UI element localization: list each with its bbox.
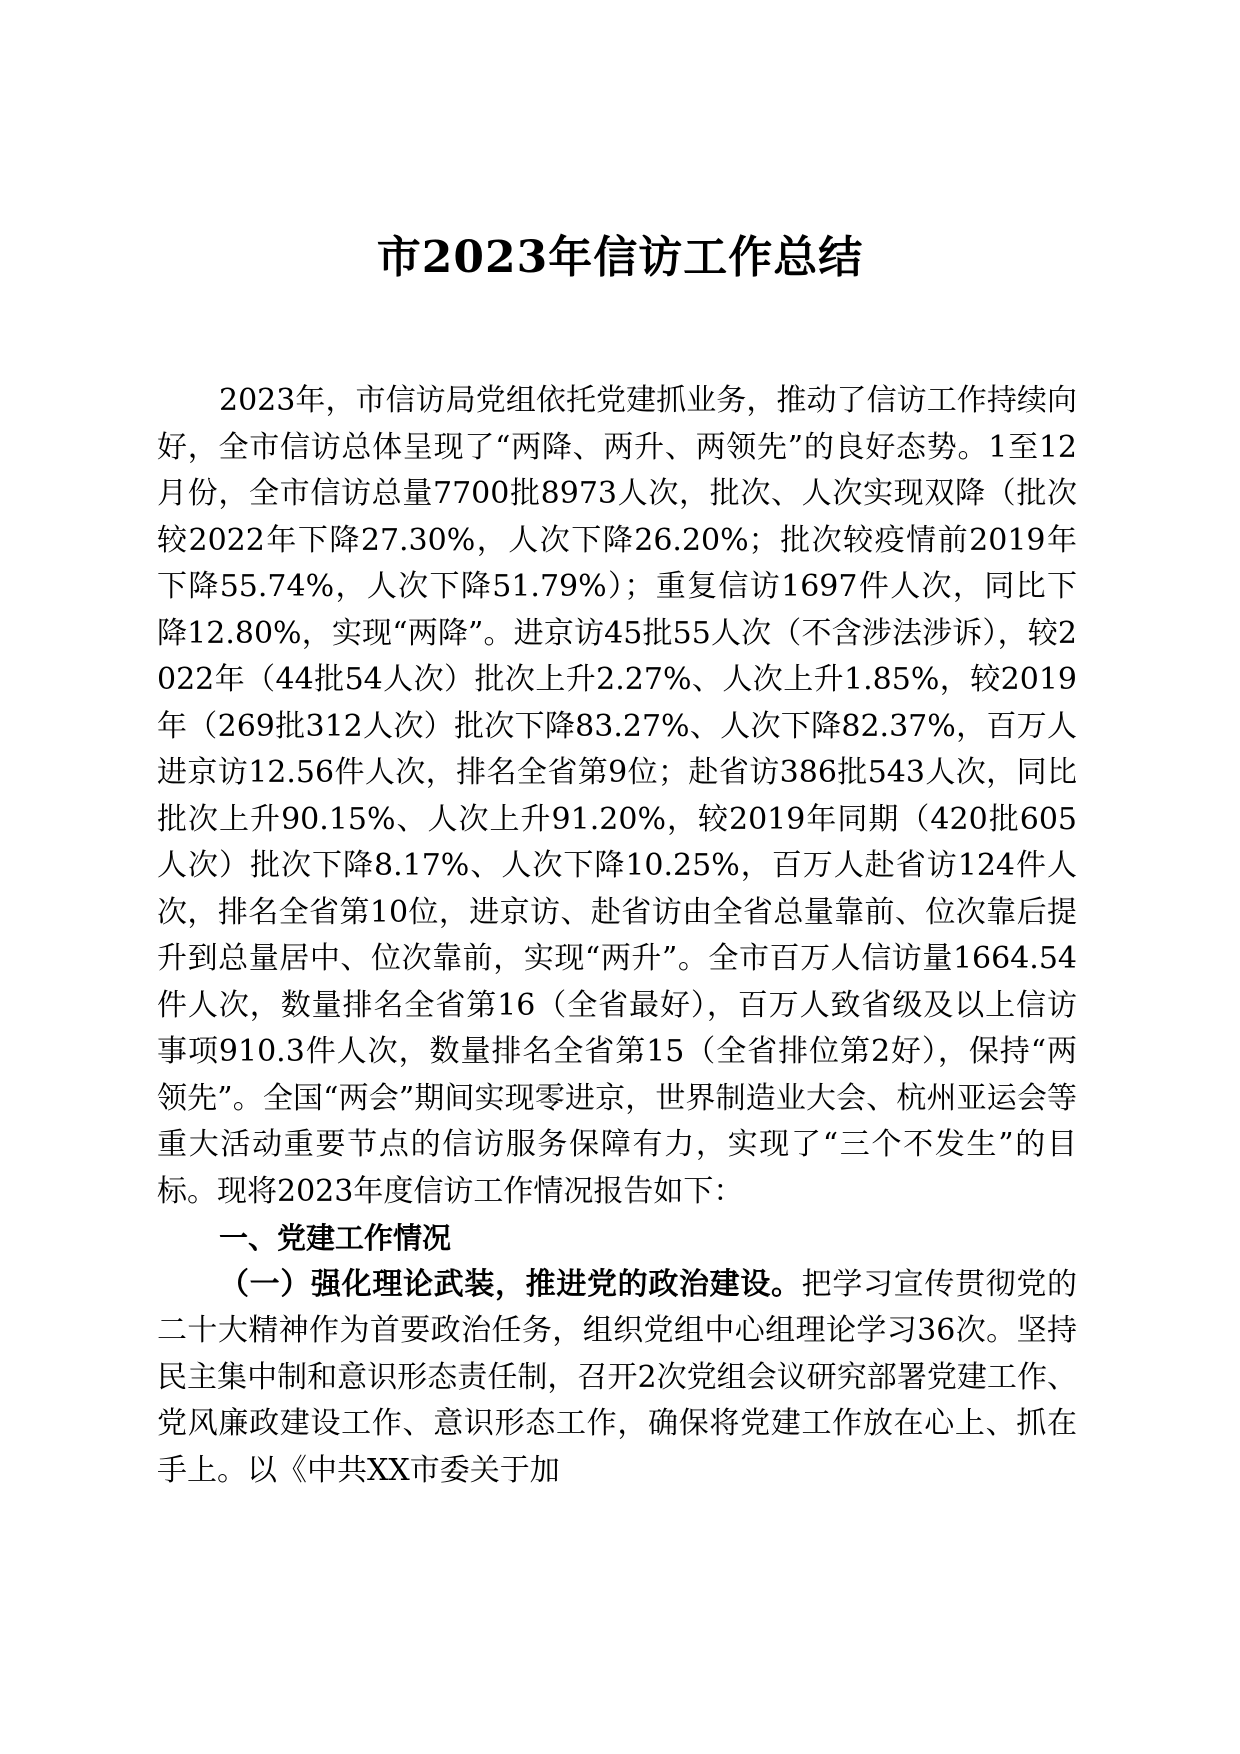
paragraph-lead-heading: （一）强化理论武装，推进党的政治建设。 [219, 1266, 802, 1302]
document-body [157, 378, 1077, 1494]
section-paragraph [157, 1262, 1077, 1495]
intro-paragraph: 2023年，市信访局党组依托党建抓业务，推动了信访工作持续向好，全市信访总体呈现了“两降、两升、两领先”的良好态势。1至12月份，全市信访总量7700批8973人次，批次、人次实现双降（批次较2022年下降27.30%，人次下降26.20%；批次较疫情前2019年下降55.74%，人次下降51.79%）；重复信访1697件人次，同比下降12.80%，实现“两降”。进京访45批55人次（不含涉法涉诉），较2022年（44批54人次）批次上升2.27%、人次上升1.85%，较2019年（269批312人次）批次下降83.27%、人次下降82.37%，百万人进京访12.56件人次，排名全省第9位；赴省访386批543人次，同比批次上升90.15%、人次上升91.20%，较2019年同期（420批605人次）批次下降8.17%、人次下降10.25%，百万人赴省访124件人次，排名全省第10位，进京访、赴省访由全省总量靠前、位次靠后提升到总量居中、位次靠前，实现“两升”。全市百万人信访量1664.54件人次，数量排名全省第16（全省最好），百万人致省级及以上信访事项910.3件人次，数量排名全省第15（全省排位第2好），保持“两领先”。全国“两会”期间实现零进京，世界制造业大会、杭州亚运会等重大活动重要节点的信访服务保障有力，实现了“三个不发生”的目标。现将2023年度信访工作情况报告如下： [157, 383, 1077, 1209]
document-title: 市2023年信访工作总结 [376, 232, 864, 283]
paragraph-body: 把学习宣传贯彻党的二十大精神作为首要政治任务，组织党组中心组理论学习36次。坚持民主集中制和意识形态责任制，召开2次党组会议研究部署党建工作、党风廉政建设工作、意识形态工作，确保将党建工作放在心上、抓在手上。以《中共XX市委关于加 [157, 1266, 1078, 1488]
section-heading-party-building: 一、党建工作情况 [219, 1221, 452, 1255]
